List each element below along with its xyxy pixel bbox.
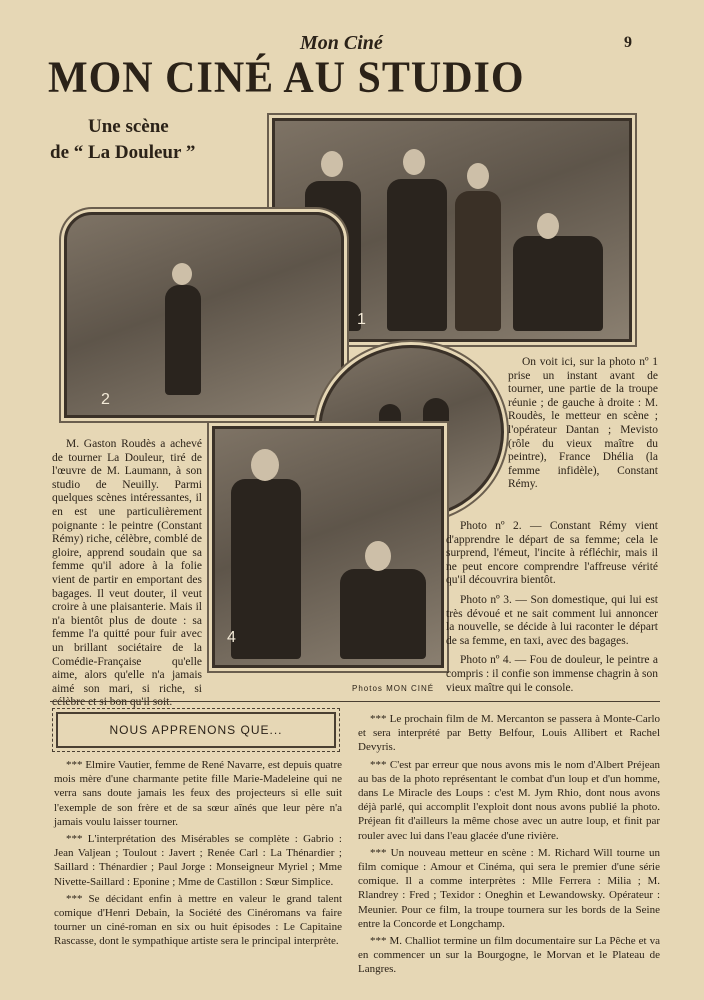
news-item: *** Elmire Vautier, femme de René Navarre, est depuis quatre mois mère d'une charmante petite fille Marie-Madeleine qui ne verra sans doute jamais les feux des projecteurs si elle suit l'exemple de son frère et de sa sœur aînés que leur père n'a jamais voulu laisser tourner. bbox=[54, 759, 342, 828]
photo-4-number: 4 bbox=[227, 629, 236, 646]
article-captions-bottom bbox=[446, 520, 658, 700]
masthead: Mon Ciné bbox=[300, 32, 383, 54]
news-box-title: NOUS APPRENONS QUE... bbox=[56, 712, 336, 748]
caption-photo-1: On voit ici, sur la photo nº 1 prise un instant avant de tourner, une partie de la troupe réunie ; de gauche à droite : M. Roudès, le metteur en scène ; l'opérateur Dantan ; Mevisto (rôle du vieux maître du peintre), France Dhélia (la femme infidèle), Constant Rémy. bbox=[508, 356, 658, 491]
photo-2-number: 2 bbox=[101, 391, 110, 408]
news-item: *** Un nouveau metteur en scène : M. Richard Will tourne un film comique : Amour et Cinéma, qui sera le premier d'une série comique. Il a comme interprètes : Mlle Ferrera : Milia ; M. Rlandrey : Fred ; Texidor : Oneghin et Lewandowsky. Opérateur : Meunier. Pour ce film, la troupe tournera sur les bords de la Seine entre la Concorde et Longchamp. bbox=[358, 846, 660, 930]
news-item: *** M. Challiot termine un film documentaire sur La Pêche et va en commencer un sur la Bourgogne, le Morvan et le Plateau de Langres. bbox=[358, 935, 660, 976]
article-intro-paragraph: M. Gaston Roudès a achevé de tourner La Douleur, tiré de l'œuvre de M. Laumann, à son studio de Neuilly. Parmi quelques scènes intéressantes, il en est une particulièrement poignante : le peintre (Constant Rémy) riche, célèbre, comblé de gloire, apprend soudain que sa femme qu'il adore à la folie vient de partir en emportant des bagages. Il veut douter, il veut croire à une plaisanterie. Mais il n'a bientôt plus de doute : sa femme l'a quitté pour fuir avec un brillant sociétaire de la Comédie-Française qu'elle aime, alors qu'elle n'a jamais aimé son mari, si riche, si célèbre et si bon qu'il soit. bbox=[52, 438, 202, 709]
photo-1-number: 1 bbox=[357, 311, 366, 328]
photo-credit: Photos MON CINÉ bbox=[352, 684, 435, 693]
page-title: MON CINÉ AU STUDIO bbox=[48, 53, 525, 103]
caption-photo-3: Photo nº 3. — Son domestique, qui lui est très dévoué et ne sait comment lui annoncer la nouvelle, se décide à lui raconter le départ de sa femme, en taxi, avec des bagages. bbox=[446, 593, 658, 647]
section-divider bbox=[50, 701, 660, 702]
caption-photo-2: Photo nº 2. — Constant Rémy vient d'apprendre le départ de sa femme; cela le surprend, l'émeut, l'incite à réfléchir, mais il ne peut encore comprendre l'affreuse vérité qu'il découvrira bientôt. bbox=[446, 520, 658, 587]
article-left-column bbox=[52, 438, 202, 709]
article-heading-line2: de “ La Douleur ” bbox=[50, 142, 196, 163]
news-left-column bbox=[54, 758, 342, 948]
news-item: *** C'est par erreur que nous avons mis le nom d'Albert Préjean au bas de la photo représentant le combat d'un loup et d'un homme, dans Le Miracle des Loups : c'est M. Jym Rhio, dont nous avons déjà parlé, qui accomplit l'exploit dont nous avons publié la photo. Préjean fit d'ailleurs la même chose avec un autre loup, et finit par rouler avec lui dans l'eau glacée d'une rivière. bbox=[358, 758, 660, 842]
page-number: 9 bbox=[624, 34, 632, 51]
caption-photo-4: Photo nº 4. — Fou de douleur, le peintre a compris : il confie son immense chagrin à son vieux maître qui le console. bbox=[446, 654, 658, 694]
photo-4 bbox=[212, 426, 444, 668]
article-heading-line1: Une scène bbox=[88, 116, 169, 137]
news-item: *** L'interprétation des Misérables se complète : Gabrio : Jean Valjean ; Toulout : Javert ; Renée Carl : La Thénardier ; Saillard : Thénardier ; Paul Jorge : Monseigneur Myriel ; Mme Nivette-Saillard : Eponine ; Mme de Castillon : Sœur Simplice. bbox=[54, 833, 342, 888]
news-item: *** Se décidant enfin à mettre en valeur le grand talent comique d'Henri Debain, la Société des Cinéromans va faire tourner un ciné-roman en six ou huit épisodes : Le Capitaine Rascasse, dont le sympathique artiste sera le principal interprète. bbox=[54, 892, 342, 948]
news-right-column bbox=[358, 712, 660, 976]
photo-2 bbox=[64, 212, 344, 418]
news-item: *** Le prochain film de M. Mercanton se passera à Monte-Carlo et sera interprété par Betty Belfour, Louis Allibert et Rachel Devyris. bbox=[358, 713, 660, 754]
